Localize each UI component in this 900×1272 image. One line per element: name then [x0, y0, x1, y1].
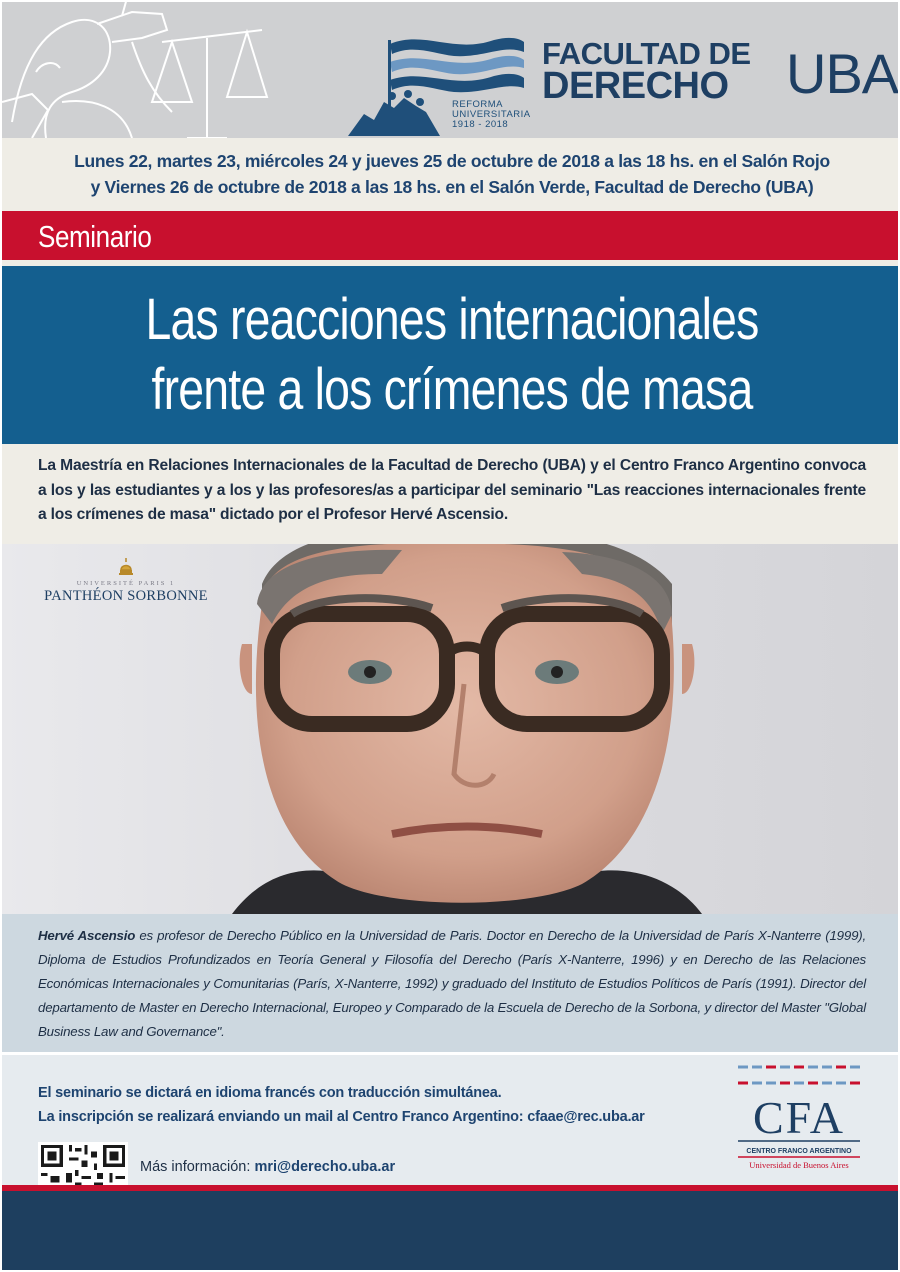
seminario-bar	[2, 211, 900, 260]
reforma-years: 1918 - 2018	[452, 119, 509, 130]
reforma-line1: REFORMA	[452, 99, 503, 110]
faculty-line1: FACULTAD DE	[542, 36, 751, 71]
cfa-email-link[interactable]: cfaae@rec.uba.ar	[527, 1109, 645, 1125]
speaker-portrait	[202, 544, 722, 914]
cfa-line1: CENTRO FRANCO ARGENTINO	[746, 1148, 852, 1155]
title-line1: Las reacciones internacionales	[145, 287, 759, 352]
seminario-label: Seminario	[38, 219, 152, 254]
info-line2-prefix: La inscripción se realizará enviando un mail al Centro Franco Argentino:	[38, 1109, 528, 1125]
cfa-logo	[736, 1061, 866, 1179]
faculty-logo-text	[542, 36, 899, 107]
header	[2, 2, 900, 138]
faculty-uba: UBA	[786, 42, 899, 105]
more-info-label: Más información:	[140, 1159, 255, 1175]
info-section	[2, 1055, 900, 1185]
sorbonne-name: PANTHÉON SORBONNE	[44, 588, 208, 604]
speaker-bio	[2, 914, 900, 1052]
dates-line1: Lunes 22, martes 23, miércoles 24 y jueves 25 de octubre de 2018 a las 18 hs. en el Salón Rojo	[74, 151, 830, 171]
info-text	[38, 1081, 645, 1129]
dome-icon	[118, 558, 134, 578]
info-line2	[38, 1105, 645, 1129]
dates-line2: y Viernes 26 de octubre de 2018 a las 18 hs. en el Salón Verde, Facultad de Derecho (UBA)	[90, 177, 814, 197]
more-info	[140, 1159, 395, 1175]
reforma-text	[452, 100, 531, 130]
reforma-line2: UNIVERSITARIA	[452, 109, 531, 120]
intro-paragraph: La Maestría en Relaciones Internacionales de la Facultad de Derecho (UBA) y el Centro Franco Argentino convoca a los y las estudiantes y a los y las profesores/as a participar del seminario "Las reacciones internacionales frente a los crímenes de masa" dictado por el Profesor Hervé Ascensio.	[2, 444, 900, 544]
event-dates	[2, 138, 900, 211]
info-line1: El seminario se dictará en idioma francés con traducción simultánea.	[38, 1085, 502, 1101]
more-info-email-link[interactable]: mri@derecho.uba.ar	[254, 1159, 396, 1175]
footer-band	[2, 1191, 900, 1272]
justice-illustration	[2, 2, 322, 138]
sorbonne-logo	[40, 556, 212, 616]
bio-text: es profesor de Derecho Público en la Universidad de Paris. Doctor en Derecho de la Universidad de París X-Nanterre (1999), Diploma de Estudios Profundizados en Teoría General y Filosofía del Derecho (París X-Nanterre, 1996) y en Derecho de las Relaciones Económicas Internacionales y Comunitarias (París, X-Nanterre, 1992) y graduado del Instituto de Estudios Políticos de París (1991). Director del departamento de Master en Derecho Internacional, Europeo y Comparado de la Escuela de Derecho de la Sorbona, y director del Master "Global Business Law and Governance".	[38, 928, 866, 1039]
sorbonne-small: UNIVERSITÉ PARIS 1	[76, 580, 176, 587]
title-band	[2, 266, 900, 444]
cfa-line2: Universidad de Buenos Aires	[749, 1160, 849, 1170]
bio-name: Hervé Ascensio	[38, 928, 136, 943]
cfa-letters: CFA	[752, 1092, 846, 1143]
title-line2: frente a los crímenes de masa	[151, 357, 753, 422]
speaker-photo-section	[2, 544, 900, 914]
faculty-line2: DERECHO	[542, 65, 729, 107]
